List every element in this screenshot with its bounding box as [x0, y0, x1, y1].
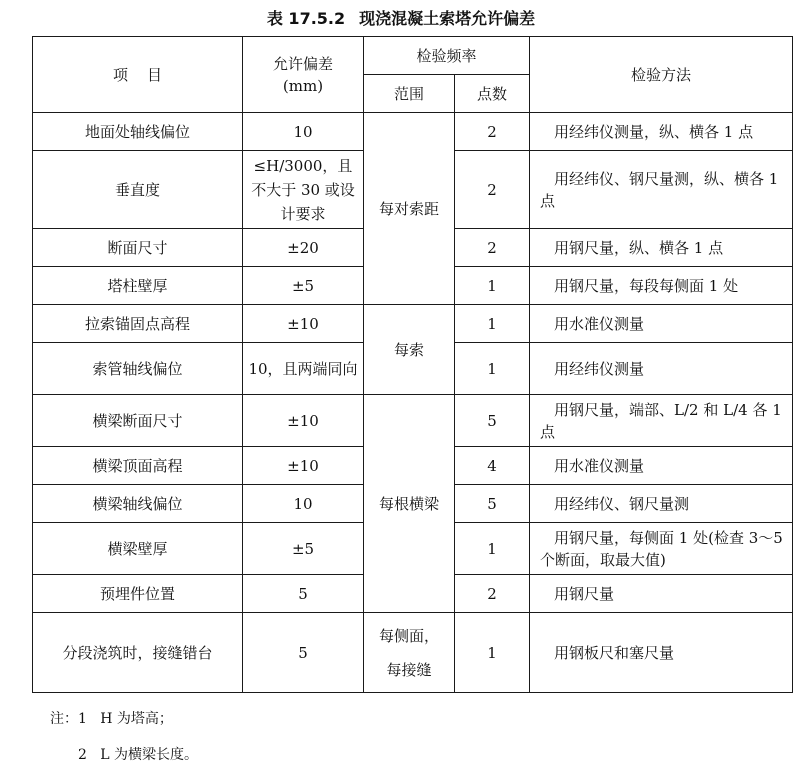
row-method-text: 用水准仪测量 — [554, 314, 645, 333]
row-method-text: 用钢尺量，每侧面 1 处(检查 3～5 个断面，取最大值) — [540, 528, 783, 569]
row-points: 2 — [455, 113, 530, 151]
row-item: 横梁断面尺寸 — [33, 395, 243, 447]
range-cell-line2: 每接缝 — [386, 660, 432, 679]
row-item: 预埋件位置 — [33, 575, 243, 613]
range-cell-line1: 每侧面， — [378, 626, 439, 645]
table-caption: 现浇混凝土索塔允许偏差 — [359, 9, 536, 28]
header-tolerance-label: 允许偏差 — [272, 54, 333, 73]
row-method-text: 用经纬仪测量，纵、横各 1 点 — [554, 122, 754, 141]
note-1: 注：1 H 为塔高； — [50, 711, 173, 727]
row-points: 5 — [455, 485, 530, 523]
row-tolerance: 10 — [243, 113, 364, 151]
range-cell: 每索 — [364, 305, 455, 395]
table-row — [33, 113, 793, 151]
row-method-text: 用钢尺量，纵、横各 1 点 — [554, 238, 724, 257]
row-points: 2 — [455, 575, 530, 613]
row-item: 断面尺寸 — [33, 229, 243, 267]
header-row — [33, 37, 793, 75]
row-points: 1 — [455, 523, 530, 575]
row-item: 横梁顶面高程 — [33, 447, 243, 485]
row-item: 垂直度 — [33, 151, 243, 229]
row-method-text: 用经纬仪测量 — [554, 359, 645, 378]
header-points: 点数 — [455, 75, 530, 113]
row-tolerance: ±5 — [243, 523, 364, 575]
tolerance-table — [32, 36, 793, 693]
row-tolerance: ±10 — [243, 395, 364, 447]
row-method — [530, 343, 793, 395]
row-method — [530, 395, 793, 447]
row-tolerance: 10 — [243, 485, 364, 523]
note-2: 2 L 为横梁长度。 — [78, 747, 199, 763]
row-tolerance: ≤H/3000，且不大于 30 或设计要求 — [243, 151, 364, 229]
row-method — [530, 485, 793, 523]
row-method-text: 用钢尺量，每段每侧面 1 处 — [554, 276, 739, 295]
row-points: 5 — [455, 395, 530, 447]
row-method-text: 用钢板尺和塞尺量 — [554, 643, 675, 662]
row-method — [530, 267, 793, 305]
row-method — [530, 447, 793, 485]
table-row — [33, 395, 793, 447]
row-tolerance: 5 — [243, 613, 364, 693]
table-title — [0, 6, 802, 29]
header-tolerance — [243, 37, 364, 113]
row-item: 分段浇筑时，接缝错台 — [33, 613, 243, 693]
row-tolerance: ±20 — [243, 229, 364, 267]
header-frequency: 检验频率 — [364, 37, 530, 75]
row-points: 1 — [455, 267, 530, 305]
header-range: 范围 — [364, 75, 455, 113]
row-method-text: 用经纬仪、钢尺量测，纵、横各 1 点 — [540, 169, 779, 210]
table-number: 表 17.5.2 — [266, 9, 346, 28]
header-item: 项 目 — [33, 37, 243, 113]
range-cell — [364, 613, 455, 693]
range-cell: 每对索距 — [364, 113, 455, 305]
row-method — [530, 151, 793, 229]
row-item: 横梁壁厚 — [33, 523, 243, 575]
row-points: 1 — [455, 613, 530, 693]
row-item: 地面处轴线偏位 — [33, 113, 243, 151]
row-points: 1 — [455, 305, 530, 343]
header-tolerance-unit: (mm) — [282, 76, 324, 95]
row-method — [530, 305, 793, 343]
table-row — [33, 613, 793, 693]
row-points: 2 — [455, 229, 530, 267]
row-method — [530, 113, 793, 151]
row-item: 塔柱壁厚 — [33, 267, 243, 305]
row-item: 拉索锚固点高程 — [33, 305, 243, 343]
row-points: 1 — [455, 343, 530, 395]
header-method: 检验方法 — [530, 37, 793, 113]
row-tolerance: ±10 — [243, 447, 364, 485]
row-points: 2 — [455, 151, 530, 229]
row-item: 横梁轴线偏位 — [33, 485, 243, 523]
row-tolerance: ±5 — [243, 267, 364, 305]
row-points: 4 — [455, 447, 530, 485]
row-method-text: 用钢尺量，端部、L/2 和 L/4 各 1 点 — [540, 400, 782, 441]
row-item: 索管轴线偏位 — [33, 343, 243, 395]
row-tolerance: ±10 — [243, 305, 364, 343]
row-method-text: 用钢尺量 — [554, 584, 615, 603]
row-method — [530, 229, 793, 267]
row-method — [530, 575, 793, 613]
row-method — [530, 523, 793, 575]
row-tolerance: 5 — [243, 575, 364, 613]
row-method — [530, 613, 793, 693]
row-method-text: 用经纬仪、钢尺量测 — [554, 494, 690, 513]
range-cell: 每根横梁 — [364, 395, 455, 613]
table-row — [33, 305, 793, 343]
row-method-text: 用水准仪测量 — [554, 456, 645, 475]
table-notes — [50, 708, 198, 766]
row-tolerance: 10，且两端同向 — [243, 343, 364, 395]
